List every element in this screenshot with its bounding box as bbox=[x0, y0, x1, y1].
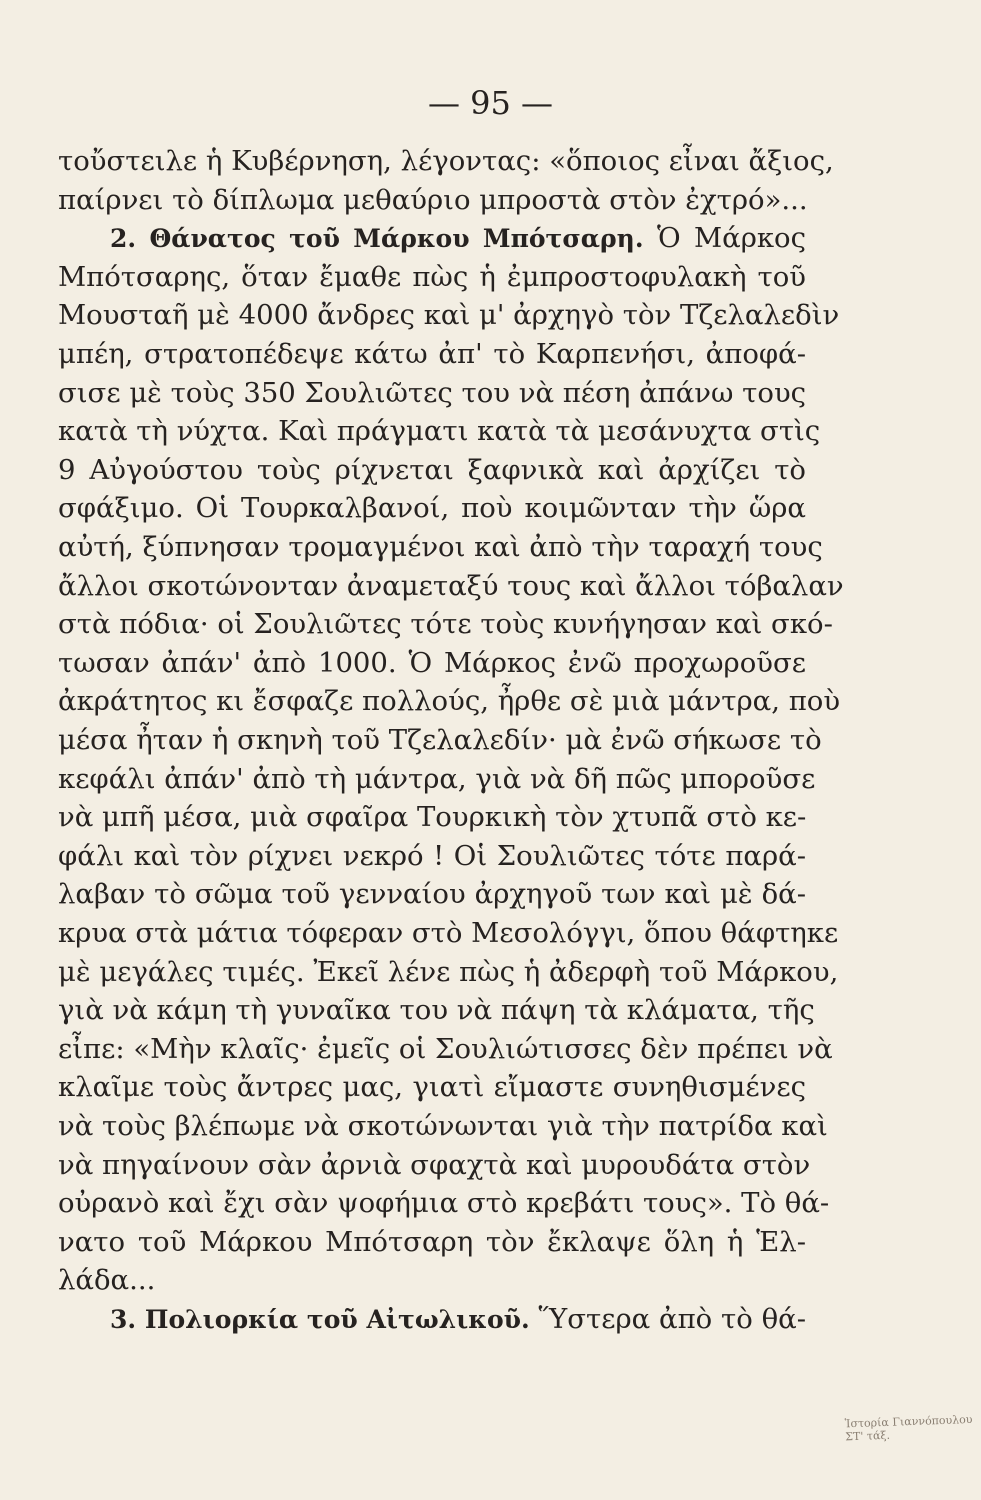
line-text: μέσα ἦταν ἡ σκηνὴ τοῦ Τζελαλεδίν· μὰ ἐνῶ σήκωσε τὸ bbox=[58, 724, 822, 756]
line-text: Ὁ Μάρκος bbox=[656, 222, 807, 255]
text-line bbox=[58, 1070, 806, 1104]
text-line bbox=[58, 144, 834, 178]
text-line bbox=[110, 1302, 806, 1337]
line-text: εἶπε: «Μὴν κλαῖς· ἐμεῖς οἱ Σουλιώτισσες δὲν πρέπει νὰ bbox=[58, 1032, 833, 1065]
text-line bbox=[58, 607, 833, 641]
line-text: ἀκράτητος κι ἔσφαζε πολλούς, ἦρθε σὲ μιὰ μάντρα, ποὺ bbox=[58, 685, 841, 718]
text-line bbox=[58, 183, 806, 217]
line-text: ἄλλοι σκοτώνονταν ἀναμεταξύ τους καὶ ἄλλοι τόβαλαν bbox=[58, 569, 844, 602]
line-text: 9 Αὐγούστου τοὺς ρίχνεται ξαφνικὰ καὶ ἀρχίζει τὸ bbox=[58, 453, 806, 486]
page-number: — 95 — bbox=[427, 84, 554, 122]
line-text: λάδα... bbox=[58, 1264, 156, 1297]
text-line bbox=[110, 221, 806, 256]
line-text: Ὕστερα ἀπὸ τὸ θά- bbox=[538, 1303, 806, 1335]
line-text: γιὰ νὰ κάμη τὴ γυναῖκα του νὰ πάψη τὰ κλάματα, τῆς bbox=[58, 994, 815, 1027]
text-line bbox=[58, 1148, 811, 1182]
line-text: νὰ πηγαίνουν σὰν ἀρνιὰ σφαχτὰ καὶ μυρουδάτα στὸν bbox=[58, 1148, 811, 1181]
text-line bbox=[58, 684, 841, 718]
text-line bbox=[58, 762, 816, 796]
text-line bbox=[58, 1109, 828, 1143]
section-heading: 3. Πολιορκία τοῦ Αἰτωλικοῦ. bbox=[110, 1305, 530, 1334]
line-text: στὰ πόδια· οἱ Σουλιῶτες τότε τοὺς κυνήγησαν καὶ σκό- bbox=[58, 608, 833, 641]
text-line bbox=[58, 1225, 806, 1259]
text-line bbox=[58, 1032, 833, 1066]
line-text: σφάξιμο. Οἱ Τουρκαλβανοί, ποὺ κοιμῶνταν τὴν ὥρα bbox=[58, 492, 806, 525]
text-line bbox=[58, 491, 806, 525]
text-line bbox=[58, 1186, 830, 1220]
text-line bbox=[58, 646, 806, 680]
text-line bbox=[58, 376, 806, 410]
line-text: κατὰ τὴ νύχτα. Καὶ πράγματι κατὰ τὰ μεσάνυχτα στὶς bbox=[58, 415, 821, 448]
line-text: Μπότσαρης, ὅταν ἔμαθε πὼς ἡ ἐμπροστοφυλακὴ τοῦ bbox=[58, 260, 806, 293]
line-text: τωσαν ἀπάν' ἀπὸ 1000. Ὁ Μάρκος ἐνῶ προχωροῦσε bbox=[58, 646, 806, 679]
line-text: κλαῖμε τοὺς ἄντρες μας, γιατὶ εἴμαστε συνηθισμένες bbox=[58, 1071, 806, 1104]
line-text: σισε μὲ τοὺς 350 Σουλιῶτες του νὰ πέση ἀπάνω τους bbox=[58, 376, 807, 409]
text-line bbox=[58, 569, 844, 603]
text-line bbox=[58, 530, 823, 564]
line-text: φάλι καὶ τὸν ρίχνει νεκρό ! Οἱ Σουλιῶτες τότε παρά- bbox=[58, 839, 806, 872]
text-line bbox=[58, 414, 821, 448]
text-line bbox=[58, 1263, 806, 1297]
line-text: αὐτή, ξύπνησαν τρομαγμένοι καὶ ἀπὸ τὴν ταραχή τους bbox=[58, 531, 823, 563]
line-text: μὲ μεγάλες τιμές. Ἐκεῖ λένε πὼς ἡ ἀδερφὴ τοῦ Μάρκου, bbox=[58, 955, 839, 988]
section-heading: 2. Θάνατος τοῦ Μάρκου Μπότσαρη. bbox=[110, 224, 644, 254]
line-text: Μουσταῆ μὲ 4000 ἄνδρες καὶ μ' ἀρχηγὸ τὸν Τζελαλεδὶν bbox=[58, 299, 840, 332]
text-line bbox=[58, 993, 815, 1027]
text-line bbox=[58, 800, 806, 834]
line-text: νὰ τοὺς βλέπωμε νὰ σκοτώνωνται γιὰ τὴν πατρίδα καὶ bbox=[58, 1110, 828, 1142]
line-text: κρυα στὰ μάτια τόφεραν στὸ Μεσολόγγι, ὅπου θάφτηκε bbox=[58, 917, 839, 949]
text-line bbox=[58, 955, 839, 989]
text-line bbox=[58, 453, 806, 487]
line-text: οὐρανὸ καὶ ἔχι σὰν ψοφήμια στὸ κρεβάτι τους». Τὸ θά- bbox=[58, 1187, 830, 1220]
text-line bbox=[58, 877, 806, 911]
line-text: νὰ μπῆ μέσα, μιὰ σφαῖρα Τουρκικὴ τὸν χτυπᾶ στὸ κε- bbox=[58, 801, 807, 834]
text-line bbox=[58, 260, 806, 294]
text-line bbox=[58, 337, 806, 371]
line-text: τοὔστειλε ἡ Κυβέρνηση, λέγοντας: «ὅποιος εἶναι ἄξιος, bbox=[58, 145, 834, 177]
line-text: κεφάλι ἀπάν' ἀπὸ τὴ μάντρα, γιὰ νὰ δῆ πῶς μποροῦσε bbox=[58, 762, 816, 795]
text-line bbox=[58, 723, 822, 757]
line-text: λαβαν τὸ σῶμα τοῦ γενναίου ἀρχηγοῦ των καὶ μὲ δά- bbox=[58, 878, 806, 911]
text-line bbox=[58, 839, 806, 873]
line-text: μπέη, στρατοπέδεψε κάτω ἀπ' τὸ Καρπενήσι, ἀποφά- bbox=[58, 338, 806, 370]
text-line bbox=[58, 916, 839, 950]
line-text: παίρνει τὸ δίπλωμα μεθαύριο μπροστὰ στὸν ἐχτρό»... bbox=[58, 183, 808, 216]
footer-note: Ἱστορία Γιαννόπουλου ΣΤ' τάξ. bbox=[844, 1412, 973, 1444]
line-text: νατο τοῦ Μάρκου Μπότσαρη τὸν ἔκλαψε ὅλη ἡ Ἑλ- bbox=[58, 1225, 806, 1258]
text-line bbox=[58, 298, 840, 332]
